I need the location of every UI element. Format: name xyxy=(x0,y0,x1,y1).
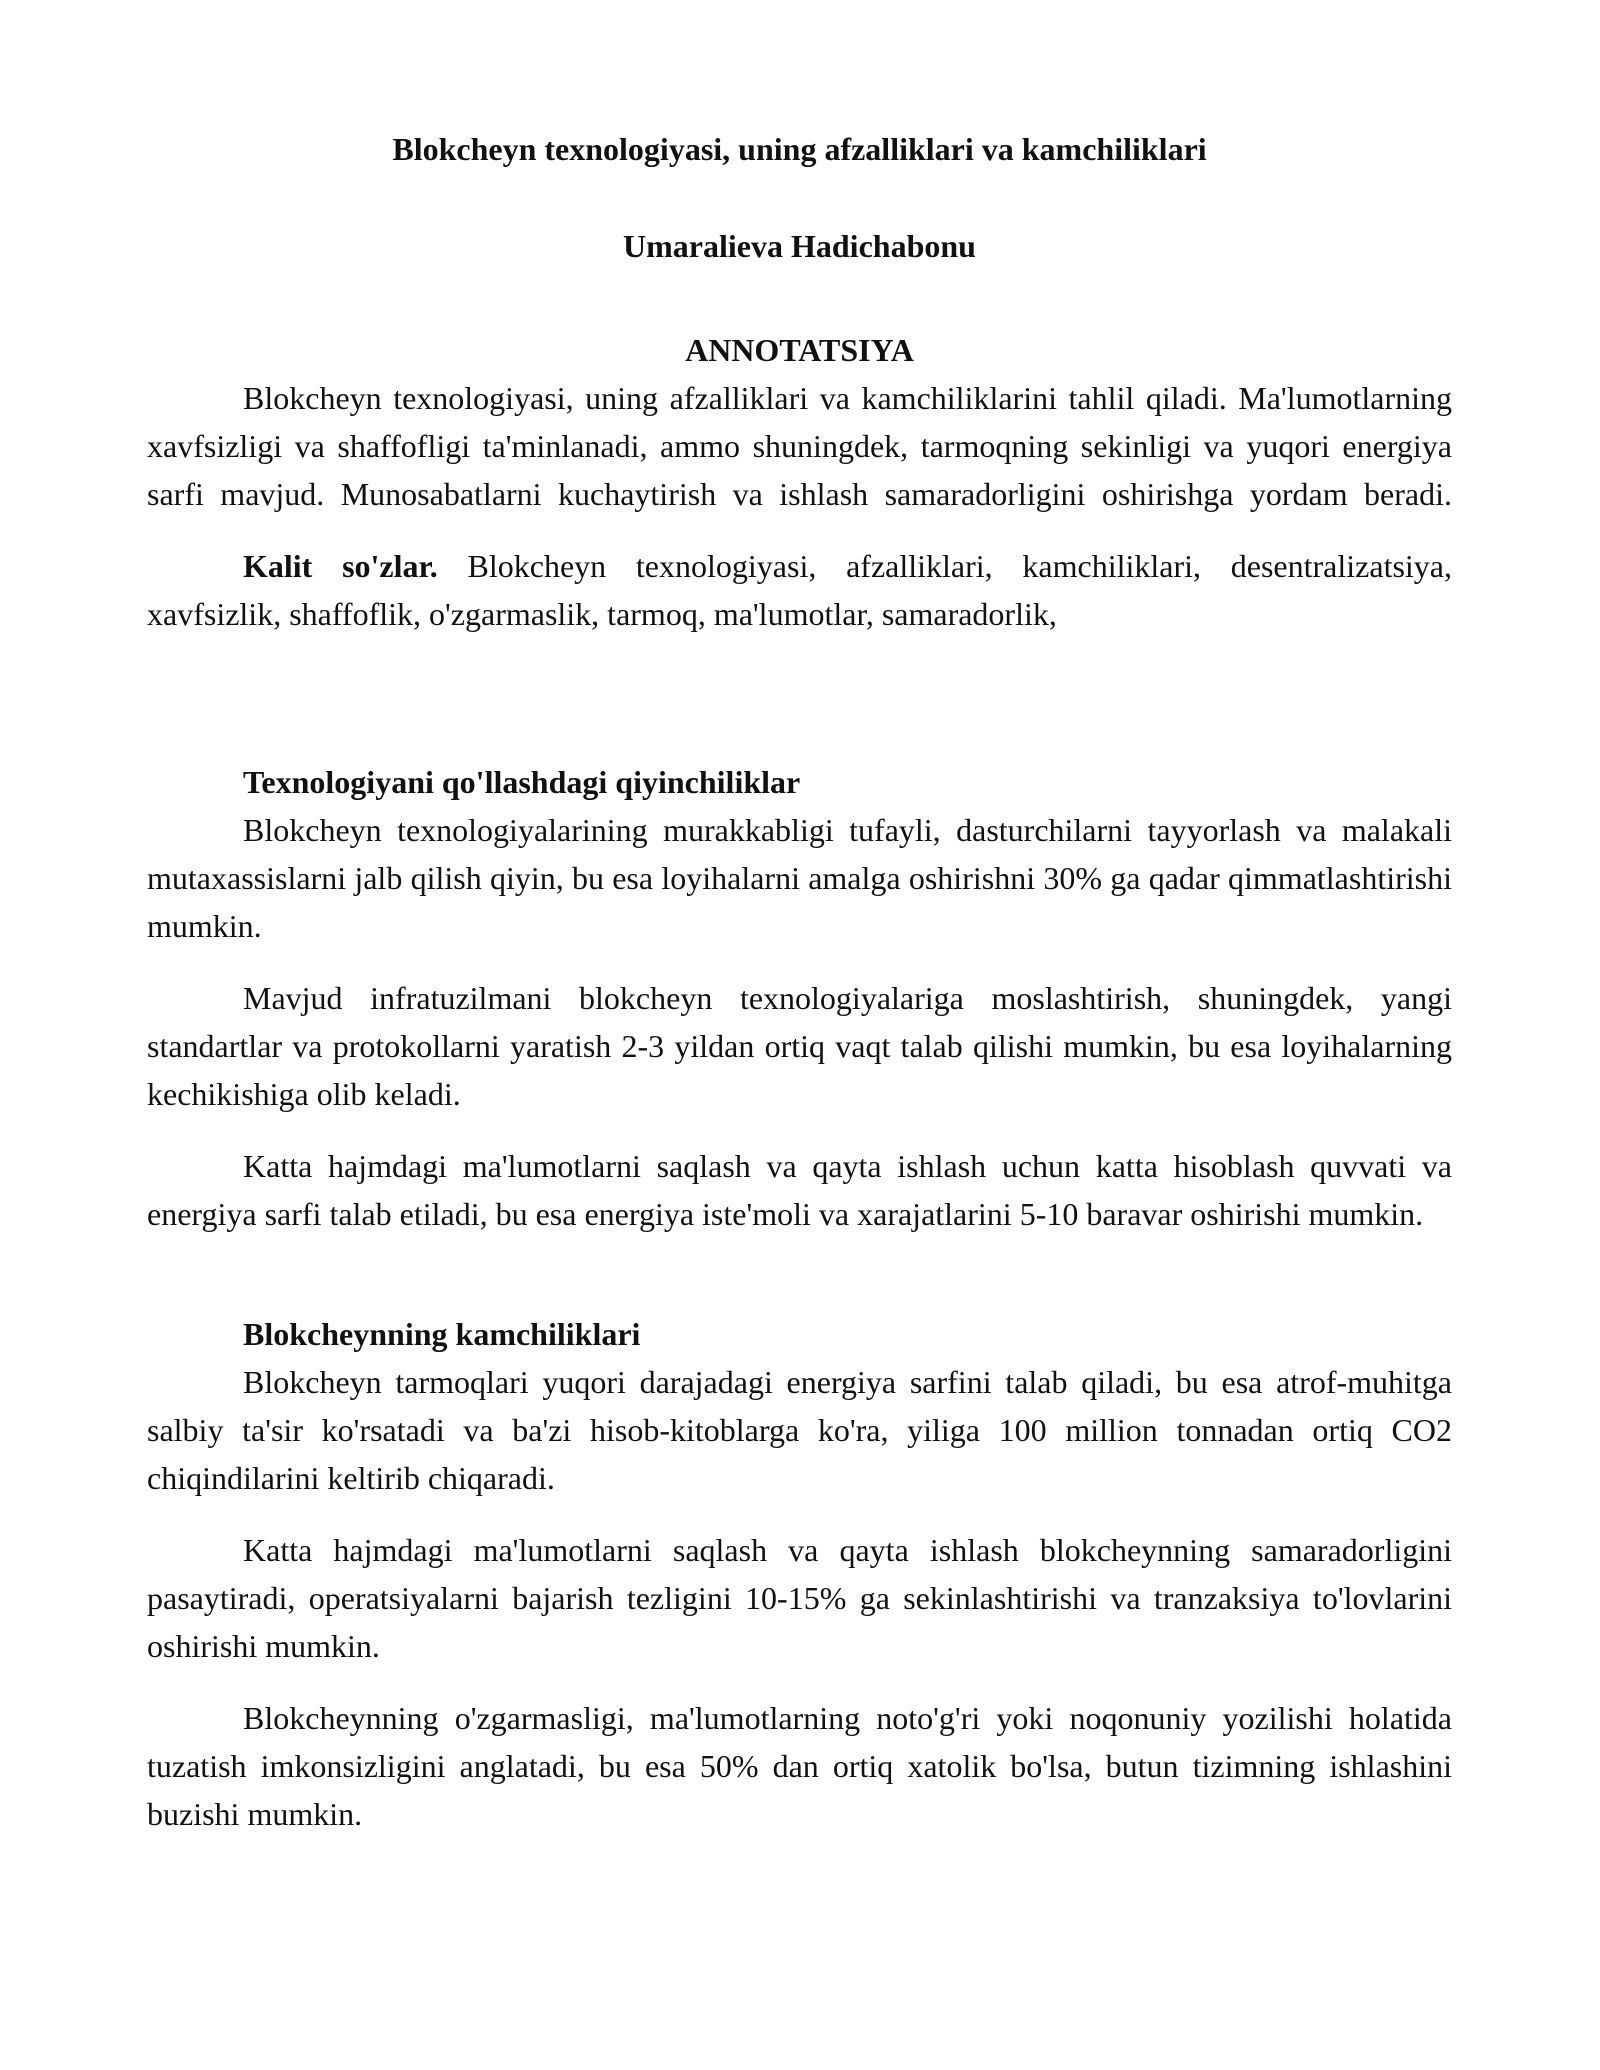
section-paragraph: Blokcheynning o'zgarmasligi, ma'lumotlarning noto'g'ri yoki noqonuniy yozilishi holatida tuzatish imkonsizligini anglatadi, bu esa 50% dan ortiq xatolik bo'lsa, butun tizimning ishlashini buzishi mumkin. xyxy=(147,1700,1452,1832)
keywords-label: Kalit so'zlar. xyxy=(243,548,438,584)
author-name: Umaralieva Hadichabonu xyxy=(623,228,976,264)
section-heading-drawbacks: Blokcheynning kamchiliklari xyxy=(243,1316,641,1352)
abstract-text: Blokcheyn texnologiyasi, uning afzalliklari va kamchiliklarini tahlil qiladi. Ma'lumotlarning xavfsizligi va shaffofligi ta'minlanadi, ammo shuningdek, tarmoqning sekinligi va yuqori energiya sarfi mavjud. Munosabatlarni kuchaytirish va ishlash samaradorligini oshirishga yordam beradi. xyxy=(147,380,1452,512)
document-title: Blokcheyn texnologiyasi, uning afzalliklari va kamchiliklari xyxy=(392,131,1207,167)
section-paragraph: Katta hajmdagi ma'lumotlarni saqlash va qayta ishlash uchun katta hisoblash quvvati va energiya sarfi talab etiladi, bu esa energiya iste'moli va xarajatlarini 5-10 baravar oshirishi mumkin. xyxy=(147,1148,1452,1232)
keywords-text: Blokcheyn texnologiyasi, afzalliklari, kamchiliklari, desentralizatsiya, xavfsizlik, shaffoflik, o'zgarmaslik, tarmoq, ma'lumotlar, samaradorlik, xyxy=(147,548,1453,632)
section-paragraph: Katta hajmdagi ma'lumotlarni saqlash va qayta ishlash blokcheynning samaradorligini pasaytiradi, operatsiyalarni bajarish tezligini 10-15% ga sekinlashtirishi va tranzaksiya to'lovlarini oshirishi mumkin. xyxy=(147,1532,1452,1664)
section-paragraph: Mavjud infratuzilmani blokcheyn texnologiyalariga moslashtirish, shuningdek, yangi standartlar va protokollarni yaratish 2-3 yildan ortiq vaqt talab qilishi mumkin, bu esa loyihalarning kechikishiga olib keladi. xyxy=(147,980,1452,1112)
section-paragraph: Blokcheyn texnologiyalarining murakkabligi tufayli, dasturchilarni tayyorlash va malakali mutaxassislarni jalb qilish qiyin, bu esa loyihalarni amalga oshirishni 30% ga qadar qimmatlashtirishi mumkin. xyxy=(147,812,1452,944)
section-heading-challenges: Texnologiyani qo'llashdagi qiyinchiliklar xyxy=(243,764,801,800)
abstract-heading: ANNOTATSIYA xyxy=(685,332,914,368)
keywords-paragraph xyxy=(147,542,1452,638)
document-page xyxy=(147,125,1452,1838)
section-paragraph: Blokcheyn tarmoqlari yuqori darajadagi energiya sarfini talab qiladi, bu esa atrof-muhitga salbiy ta'sir ko'rsatadi va ba'zi hisob-kitoblarga ko'ra, yiliga 100 million tonnadan ortiq CO2 chiqindilarini keltirib chiqaradi. xyxy=(147,1364,1452,1496)
